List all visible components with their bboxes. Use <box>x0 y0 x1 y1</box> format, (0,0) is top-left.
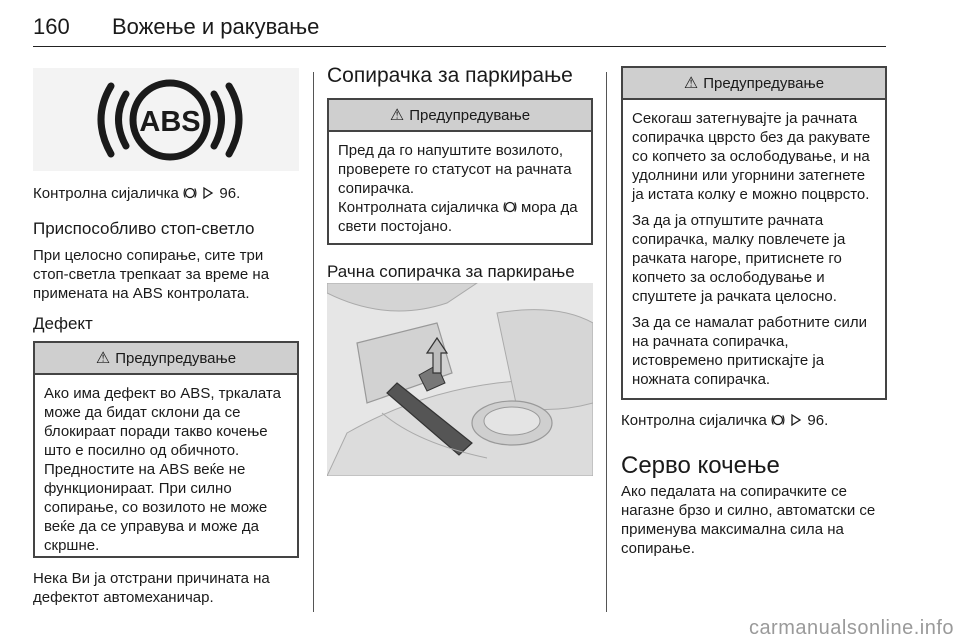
page-ref-arrow-icon <box>789 413 803 427</box>
heading-hand-parking-brake: Рачна сопирачка за паркирање <box>327 262 575 281</box>
col1-indicator-line <box>33 184 299 203</box>
warning-paragraph-1: Секогаш затегнувајте ја рачната сопирачка цврсто без да ракувате со копчето за ослободување, и на удолнини или угорнини затегнете ја истата колку е можно поцврсто. <box>632 110 871 203</box>
brake-lamp-icon <box>771 413 785 427</box>
release-warning-box <box>621 66 887 400</box>
heading-fault: Дефект <box>33 314 93 333</box>
handbrake-illustration <box>327 283 593 476</box>
abs-image-label: ABS <box>139 106 201 138</box>
page-number: 160 <box>33 14 70 39</box>
col3-indicator-line <box>621 411 887 430</box>
warning-text-2: Контролната сијаличка мора да свети постојано. <box>338 199 578 235</box>
watermark: carmanualsonline.info <box>748 617 954 639</box>
warning-header <box>35 343 297 375</box>
heading-servo-brake: Серво кочење <box>621 452 780 479</box>
warning-title: Предупредување <box>409 106 531 124</box>
brake-lamp-icon <box>503 200 517 214</box>
column-divider-1 <box>313 72 314 612</box>
brake-lights-text: При целосно сопирање, сите три стоп-светла трепкаат за време на примената на ABS контролата. <box>33 247 270 302</box>
heading-adaptive-brake-light: Приспособливо стоп-светло <box>33 219 255 238</box>
warning-header <box>329 100 591 132</box>
heading-parking-brake: Сопирачка за паркирање <box>327 64 573 87</box>
warning-title: Предупредување <box>703 74 825 92</box>
warning-text: Ако има дефект во ABS, тркалата може да бидат склони да се блокираат поради такво кочење што е посилно од обичното. Предностите на ABS веќе не функционираат. При силно сопирање, со возилото не може веќе да се управува и може да скршне. <box>44 385 281 554</box>
column-divider-2 <box>606 72 607 612</box>
warning-text-1: Пред да го напуштите возилото, проверете го статусот на рачната сопирачка. <box>338 142 572 197</box>
warning-triangle-icon: ⚠ <box>389 107 405 124</box>
indicator-ref: 96. <box>807 412 829 429</box>
closing-text: Нека Ви ја отстрани причината на дефектот автомеханичар. <box>33 570 270 606</box>
section-title: Вожење и ракување <box>112 14 320 39</box>
abs-lamp-icon <box>183 186 197 200</box>
indicator-ref: 96. <box>219 185 241 202</box>
warning-header <box>623 68 885 100</box>
abs-warning-image <box>33 68 299 171</box>
page-ref-arrow-icon <box>201 186 215 200</box>
warning-paragraph-3: За да се намалат работните сили на рачната сопирачка, истовремено притискајте ја ножната сопирачка. <box>632 314 867 388</box>
warning-triangle-icon: ⚠ <box>95 350 111 367</box>
warning-paragraph-2: За да ја отпуштите рачната сопирачка, малку повлечете ја рачката нагоре, притиснете го копчето за ослободување и спуштете ја рачката целосно. <box>632 212 846 305</box>
abs-left-arc-inner <box>119 94 127 146</box>
abs-left-arc-outer <box>101 86 111 154</box>
parking-warning-box <box>327 98 593 245</box>
fault-warning-box <box>33 341 299 558</box>
warning-text <box>623 100 885 402</box>
warning-title: Предупредување <box>115 349 237 367</box>
warning-text <box>329 132 591 242</box>
servo-text: Ако педалата на сопирачките се нагазне брзо и силно, автоматски се применува максимална сила на сопирање. <box>621 483 876 557</box>
indicator-text: Контролна сијаличка <box>621 412 767 429</box>
abs-right-arc-inner <box>214 94 222 146</box>
warning-triangle-icon: ⚠ <box>683 75 699 92</box>
indicator-text: Контролна сијаличка <box>33 185 179 202</box>
abs-right-arc-outer <box>229 86 239 154</box>
header-rule <box>33 46 886 47</box>
